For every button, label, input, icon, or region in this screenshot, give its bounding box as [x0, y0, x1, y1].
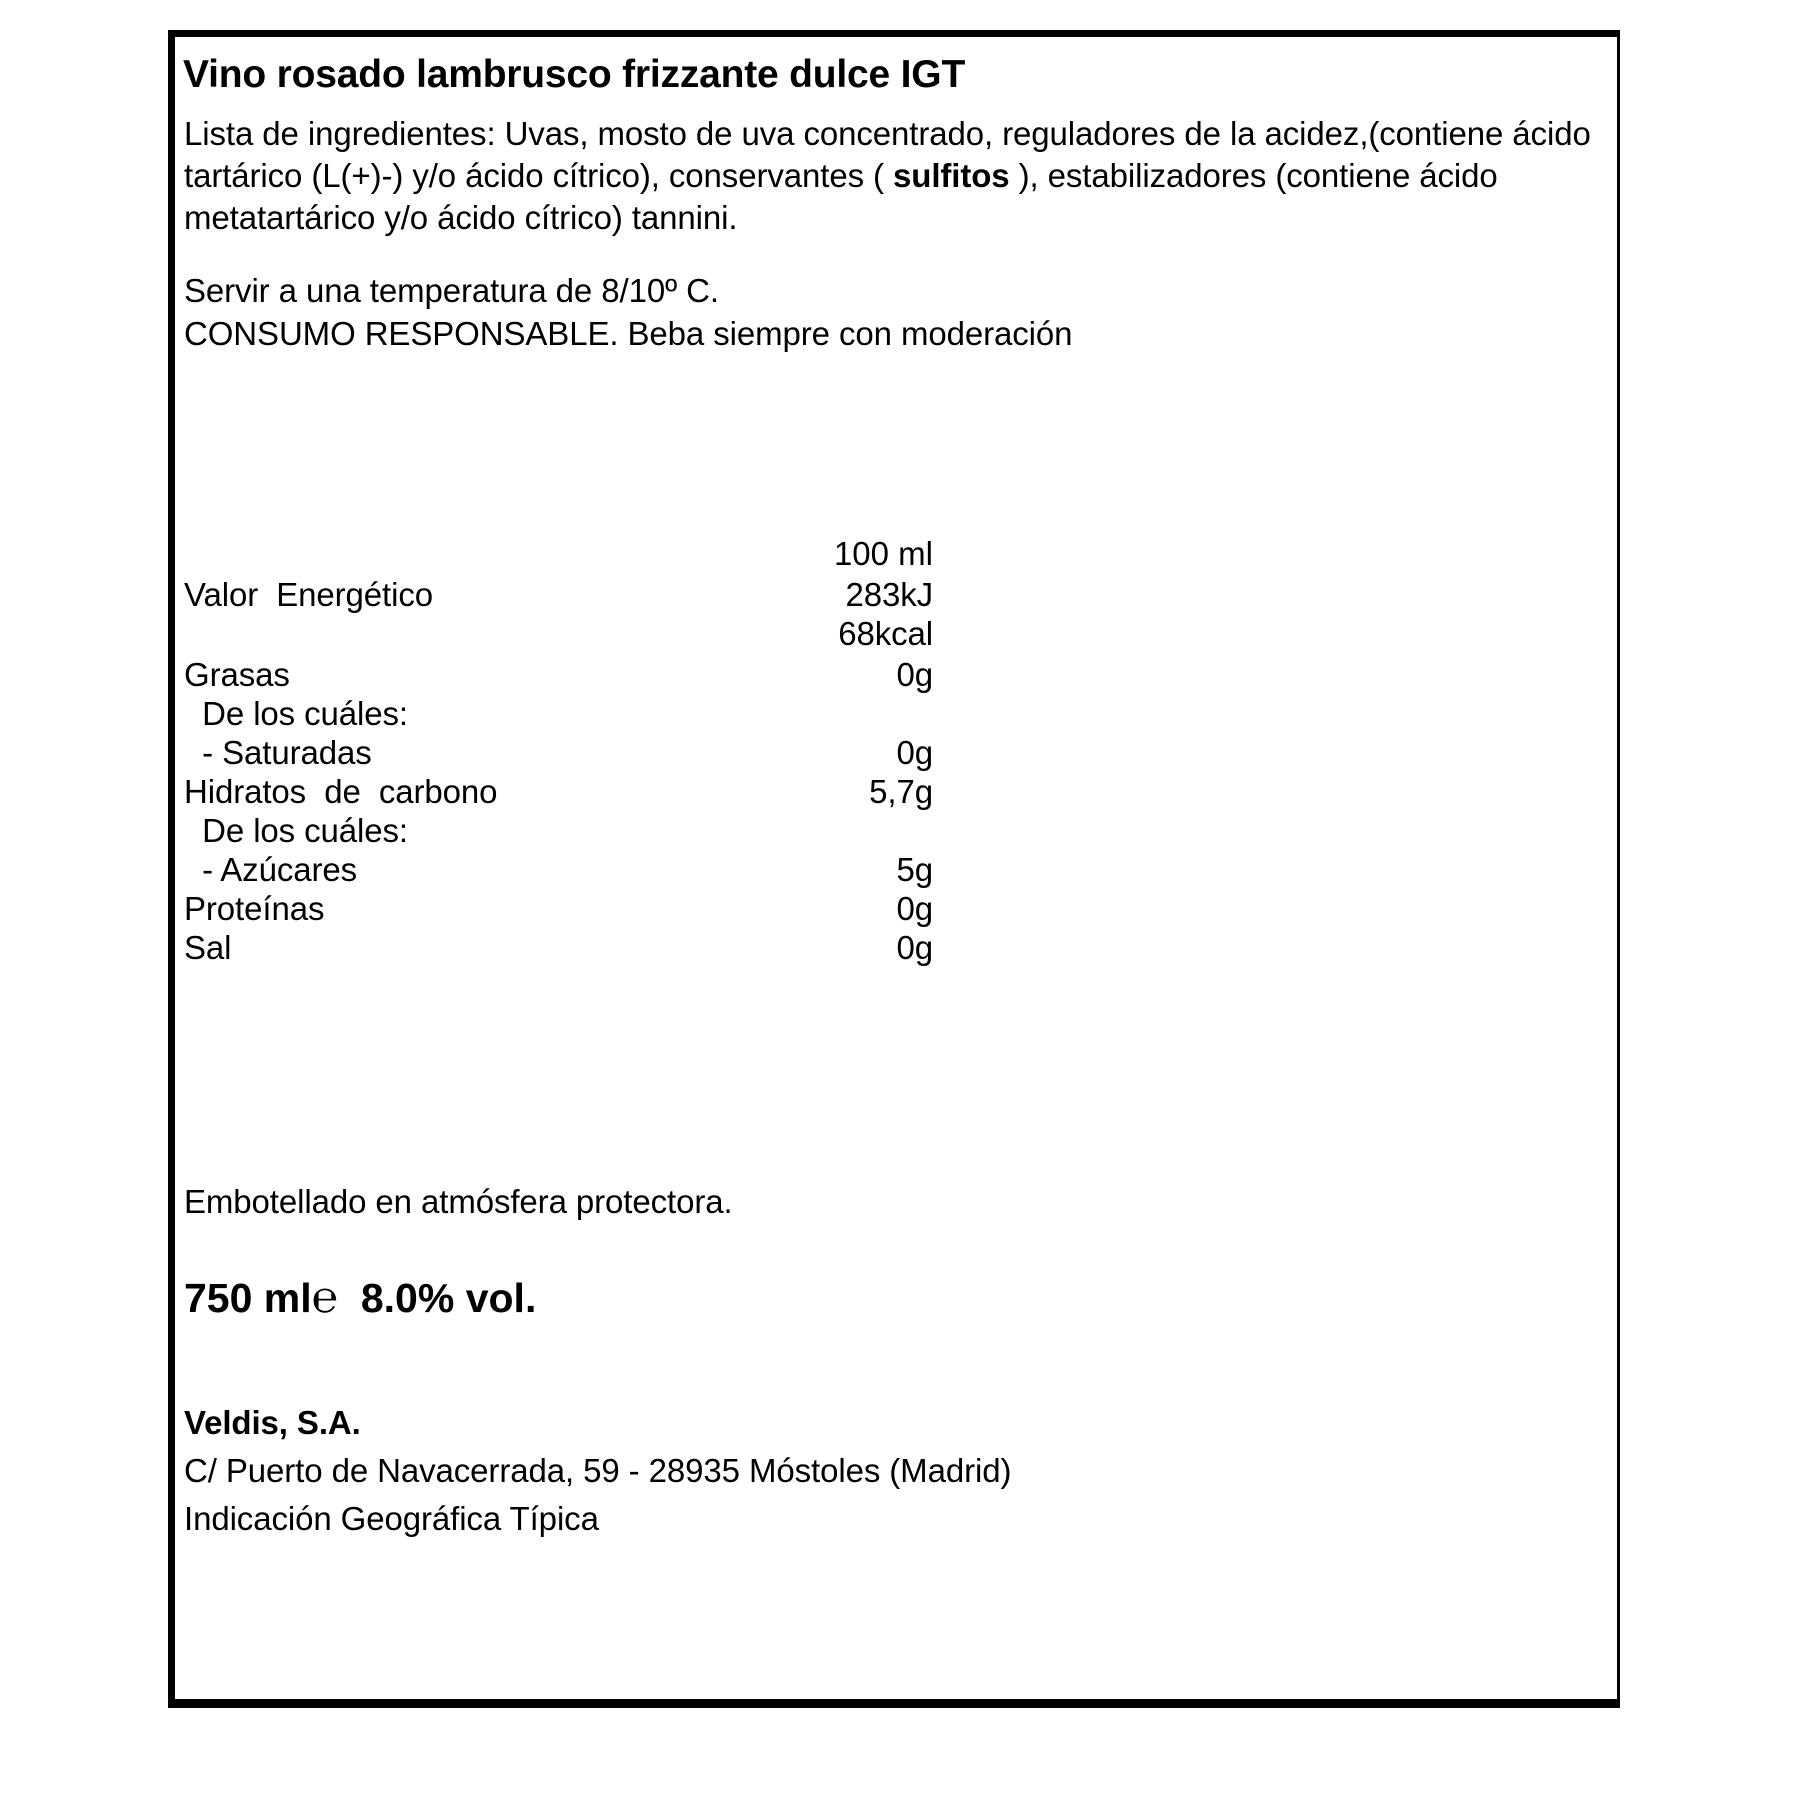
table-row [183, 773, 1183, 812]
nutrition-value: 0g [896, 734, 933, 771]
nutrition-label: Sal [184, 929, 232, 966]
label-border-frame [168, 30, 1620, 1708]
nutrition-label: De los cuáles: [184, 812, 409, 849]
page-title: Vino rosado lambrusco frizzante dulce IGT [183, 53, 966, 96]
responsible-consumption-notice: CONSUMO RESPONSABLE. Beba siempre con moderación [184, 315, 1073, 352]
nutrition-value: 0g [896, 929, 933, 966]
bottled-note: Embotellado en atmósfera protectora. [184, 1183, 733, 1220]
table-row [183, 695, 1183, 734]
allergen-sulfitos: sulfitos [893, 157, 1010, 194]
serving-advice-block [184, 269, 1072, 355]
table-row [183, 734, 1183, 773]
geographic-indication: Indicación Geográfica Típica [184, 1500, 599, 1537]
nutrition-table [183, 535, 1183, 968]
table-row [183, 851, 1183, 890]
nutrition-value: 5g [896, 851, 933, 888]
nutrition-label: - Saturadas [184, 734, 372, 771]
table-row [183, 656, 1183, 695]
nutrition-value: 5,7g [869, 773, 933, 810]
nutrition-header-row [183, 535, 1183, 576]
volume-alcohol-line [184, 1273, 536, 1323]
table-row [183, 576, 1183, 615]
nutrition-label: De los cuáles: [184, 695, 409, 732]
table-row [183, 615, 1183, 656]
nutrition-value: 0g [896, 890, 933, 927]
ingredients-suffix: ), estabilizadores (contiene ácido metatartárico y/o ácido cítrico) tannini. [184, 157, 1498, 236]
nutrition-label: Grasas [184, 656, 290, 693]
net-volume: 750 ml [184, 1275, 312, 1321]
company-name: Veldis, S.A. [184, 1404, 361, 1441]
alcohol-by-volume: 8.0% vol. [360, 1275, 537, 1321]
estimated-sign-icon: ℮ [311, 1273, 339, 1322]
nutrition-label: Proteínas [184, 890, 325, 927]
serving-temperature: Servir a una temperatura de 8/10º C. [184, 272, 719, 309]
nutrition-value: 283kJ [845, 576, 933, 613]
nutrition-value: 68kcal [838, 615, 933, 652]
ingredients-prefix: Lista de ingredientes: Uvas, mosto de uva concentrado, reguladores de la acidez,(contiene ácido tartárico (L(+)-) y/o ácido cítrico), conservantes ( [184, 115, 1591, 194]
nutrition-label: Valor Energético [184, 576, 433, 613]
table-row [183, 812, 1183, 851]
table-row [183, 890, 1183, 929]
label-content [183, 37, 1613, 1699]
nutrition-value: 0g [896, 656, 933, 693]
nutrition-label: - Azúcares [184, 851, 358, 888]
nutrition-label: Hidratos de carbono [184, 773, 498, 810]
table-row [183, 929, 1183, 968]
nutrition-column-header: 100 ml [833, 535, 933, 572]
company-address: C/ Puerto de Navacerrada, 59 - 28935 Móstoles (Madrid) [184, 1452, 1012, 1489]
ingredients-list [184, 113, 1592, 239]
producer-block [184, 1399, 1011, 1543]
